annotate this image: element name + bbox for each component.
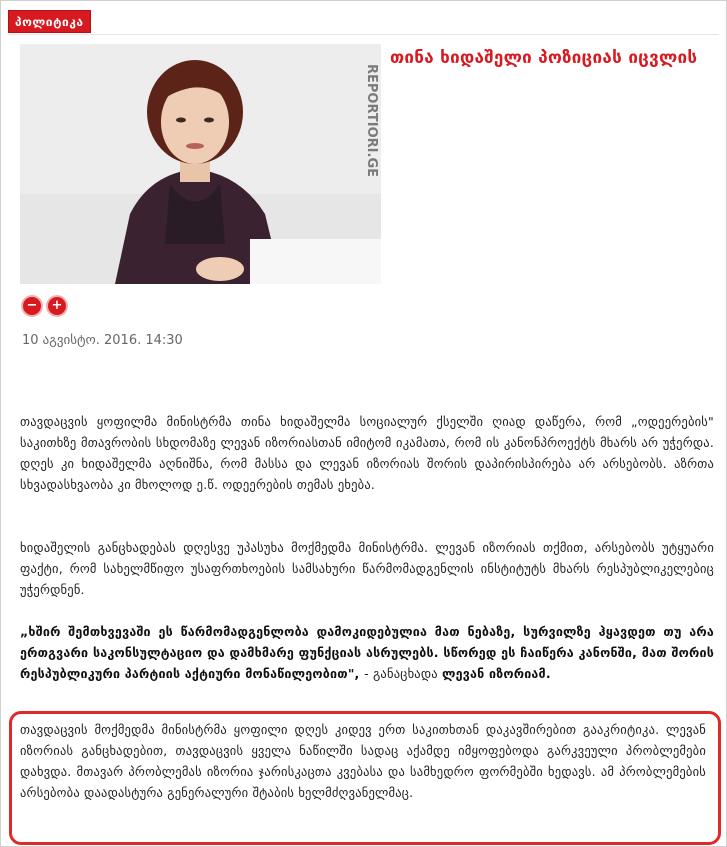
quote-text: „ხშირ შემთხვევაში ეს წარმომადგენლობა დამოკიდებულია მათ ნებაზე, სურვილზე ჰყავდეთ თუ არა ერთგვარი საკონსულტაციო და დამხმარე ფუნქციას ასრულებს. სწორედ ეს ჩაიწერა კანონში, მათ შორის რესპუბლიკური პარტიის აქტიური მონაწილეობით",: [20, 624, 714, 681]
portrait-illustration: [20, 44, 381, 284]
paragraph-2: ხიდაშელის განცხადებას დღესვე უპასუხა მოქმედმა მინისტრმა. ლევან იზორიას თქმით, არსებობს უტყუარი ფაქტი, რომ სახელმწიფო უსაფრთხოების სამსახური წარმომადგენლის ინსტიტუტს მხარს რესპუბლიკელებიც უჭერდნენ.: [20, 540, 714, 597]
paragraph-1: თავდაცვის ყოფილმა მინისტრმა თინა ხიდაშელმა სოციალურ ქსელში ღიად დაწერა, რომ „ოდეერების" საკითხზე მთავრობის სხდომაზე ლევან იზორიასთან იმიტომ იკამათა, რომ ის კანონპროექტს მხარს არ უჭერდა. დღეს კი ხიდაშელმა აღნიშნა, რომ მასსა და ლევან იზორიას შორის დაპირისპირება არ არსებობს. აზრთა სხვადასხვაობა კი მხოლოდ ე.წ. ოდეერების თემას ეხება.: [20, 414, 714, 492]
article-title[interactable]: თინა ხიდაშელი პოზიციას იცვლის: [390, 48, 698, 68]
divider: [8, 34, 719, 35]
quote-speaker: ლევან იზორიამ.: [442, 666, 551, 681]
paragraph-highlighted: თავდაცვის მოქმედმა მინისტრმა ყოფილი დღეს კიდევ ერთ საკითხთან დაკავშირებით გააკრიტიკა. ლევან იზორიას განცხადებით, თავდაცვის ყველა ნაწილში სადაც აქამდე იმყოფებოდა გარკვეული პრობლემები დახვდა. მთავარ პრობლემას იზორია ჯარისკაცთა კვებასა და სამხედრო ფორმებში ხედავს. ამ პრობლემების არსებობა დაადასტურა გენერალური შტაბის ხელმძღვანელმაც.: [20, 722, 706, 800]
zoom-out-button[interactable]: −: [23, 297, 41, 315]
watermark-text: REPORTIORI.GE: [364, 64, 379, 177]
quote-attribution: - განაცხადა: [364, 666, 442, 681]
publish-date: 10 აგვისტო. 2016. 14:30: [22, 333, 183, 348]
article-photo[interactable]: [20, 44, 381, 284]
category-tag[interactable]: პოლიტიკა: [8, 10, 91, 33]
paragraph-quote: [20, 621, 714, 684]
zoom-in-button[interactable]: +: [48, 297, 66, 315]
